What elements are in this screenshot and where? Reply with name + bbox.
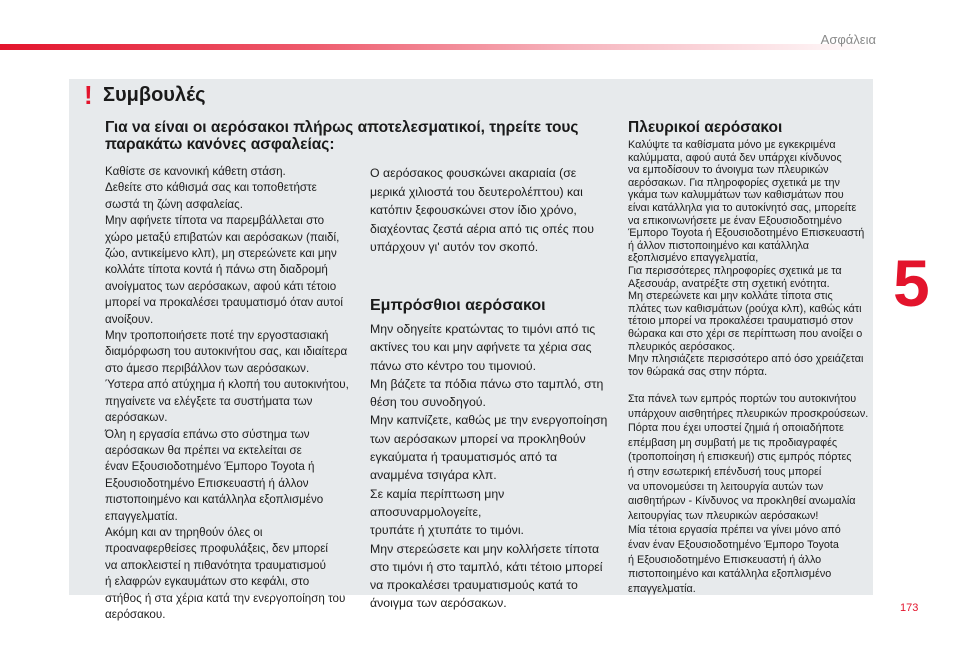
text-line: Μην οδηγείτε κρατώντας το τιμόνι από τις xyxy=(370,322,596,336)
text-line: πιστοποιημένο και κατάλληλα εξοπλισμένο xyxy=(628,568,832,581)
chapter-title: Ασφάλεια xyxy=(820,32,876,47)
text-line: εγκαύματα ή τραυματισμός από τα xyxy=(370,450,558,465)
text-line: Για περισσότερες πληροφορίες σχετικά με τα xyxy=(628,264,842,277)
text-line: υπάρχουν αισθητήρες πλευρικών προσκρούσεων. xyxy=(628,407,869,420)
text-line: να προκαλέσει τραυματισμούς κατά το xyxy=(370,578,578,593)
text-line: Μην καπνίζετε, καθώς με την ενεργοποίηση xyxy=(370,413,608,428)
side-sensors-text xyxy=(628,392,873,596)
text-line: Ύστερα από ατύχημα ή κλοπή του αυτοκινήτου, xyxy=(105,378,349,392)
text-line: Καλύψτε τα καθίσματα μόνο με εγκεκριμένα xyxy=(628,139,836,151)
text-line: Στα πάνελ των εμπρός πορτών του αυτοκινήτου xyxy=(628,393,857,405)
text-line: επέμβαση μη συμβατή με τις προδιαγραφές xyxy=(628,436,838,449)
text-line: Ο αερόσακος φουσκώνει ακαριαία (σε xyxy=(370,166,577,180)
text-line: να επικοινωνήσετε με έναν Εξουσιοδοτημένο xyxy=(628,214,842,227)
text-line: ακτίνες του και μην αφήνετε τα χέρια σας xyxy=(370,340,592,355)
text-line: Όλη η εργασία επάνω στο σύστημα των xyxy=(105,427,310,441)
text-line: ή άλλον πιστοποιημένο και κατάλληλα xyxy=(628,239,809,252)
text-line: κολλάτε τίποτα κοντά ή πάνω στη διαδρομή xyxy=(105,263,328,277)
text-line: πιστοποιημένο και κατάλληλα εξοπλισμένο xyxy=(105,493,324,507)
text-line: θέση του συνοδηγού. xyxy=(370,395,486,410)
text-line: Έμπορο Toyota ή Εξουσιοδοτημένο Επισκευαστή xyxy=(628,227,865,240)
page-number: 173 xyxy=(900,602,919,614)
text-line: ανοίγματος των αερόσακων, αφού κάτι τέτοιο xyxy=(105,279,337,293)
text-line: Μην στερεώσετε και μην κολλήσετε τίποτα xyxy=(370,541,600,556)
text-line: αναμμένα τσιγάρα κλπ. xyxy=(370,468,497,483)
text-line: προαναφερθείσες προφυλάξεις, δεν μπορεί xyxy=(105,542,328,556)
text-line: κατόπιν ξεφουσκώνει στον ίδιο χρόνο, xyxy=(370,203,577,218)
frontal-airbags-title: Εμπρόσθιοι αερόσακοι xyxy=(370,297,546,314)
text-line: αισθητήρων - Κίνδυνος να προκληθεί ανωμαλία xyxy=(628,495,856,508)
text-line: διαχέοντας ζεστά αέρια από τις οπές που xyxy=(370,221,594,236)
text-line: Μην τροποποιήσετε ποτέ την εργοστασιακή xyxy=(105,329,329,343)
text-line: έναν Εξουσιοδοτημένο Έμπορο Toyota ή xyxy=(105,460,315,474)
text-line: πλάτες των καθισμάτων (ρούχα κλπ), καθώς κάτι xyxy=(628,302,862,315)
frontal-airbags-text xyxy=(370,320,610,613)
text-line: των αερόσακων μπορεί να προκληθούν xyxy=(370,431,586,446)
text-line: να εμποδίσουν το άνοιγμα των πλευρικών xyxy=(628,164,829,177)
inflation-text xyxy=(370,164,605,257)
text-line: λειτουργίας των πλευρικών αερόσακων! xyxy=(628,509,819,522)
header-accent-bar xyxy=(0,44,880,50)
text-line: Ακόμη και αν τηρηθούν όλες οι xyxy=(105,525,263,539)
text-line: Μην αφήνετε τίποτα να παρεμβάλλεται στο xyxy=(105,214,325,228)
text-line: ζώο, αντικείμενο κλπ), μη στερεώνετε και μην xyxy=(105,247,337,261)
text-line: τρυπάτε ή χτυπάτε το τιμόνι. xyxy=(370,523,524,538)
text-line: είναι κατάλληλα για το αυτοκίνητό σας, μπορείτε xyxy=(628,201,857,214)
text-line: εξοπλισμένο επαγγελματία, xyxy=(628,252,759,265)
text-line: Σε καμία περίπτωση μην αποσυναρμολογείτε, xyxy=(370,486,505,519)
text-line: έναν έναν Εξουσιοδοτημένο Έμπορο Toyota xyxy=(628,538,839,551)
text-line: καλύμματα, αφού αυτά δεν υπάρχει κίνδυνος xyxy=(628,151,842,164)
text-line: Αξεσουάρ, ανατρέξτε στη σχετική ενότητα. xyxy=(628,277,830,290)
general-advice-text xyxy=(105,164,360,623)
text-line: ή Εξουσιοδοτημένο Επισκευαστή ή άλλο xyxy=(628,553,822,566)
text-line: επαγγελματία. xyxy=(628,582,696,595)
text-line: στήθος ή στα χέρια κατά την ενεργοποίηση του xyxy=(105,591,346,605)
chapter-number: 5 xyxy=(893,246,930,320)
text-line: σωστά τη ζώνη ασφαλείας. xyxy=(105,197,243,211)
text-line: Πόρτα που έχει υποστεί ζημιά ή οποιαδήποτε xyxy=(628,422,844,435)
text-line: Εξουσιοδοτημένο Επισκευαστή ή άλλον xyxy=(105,476,309,490)
text-line: πηγαίνετε να ελέγξετε τα συστήματα των xyxy=(105,394,313,408)
text-line: θώρακα και στο χέρι σε περίπτωση που ανοίξει ο xyxy=(628,327,863,340)
main-heading xyxy=(105,119,605,153)
text-line: αερόσακων θα πρέπει να εκτελείται σε xyxy=(105,443,302,457)
text-line: Μη βάζετε τα πόδια πάνω στο ταμπλό, στη xyxy=(370,376,604,391)
text-line: μερικά χιλιοστά του δευτερολέπτου) και xyxy=(370,184,583,199)
warning-exclamation-icon: ! xyxy=(84,80,93,110)
section-title: Συμβουλές xyxy=(103,84,206,106)
text-line: μπορεί να προκαλέσει τραυματισμό όταν αυτοί xyxy=(105,296,343,310)
text-line: γκάμα των καλυμμάτων των καθισμάτων που xyxy=(628,189,844,202)
text-line: αερόσακου. xyxy=(105,607,166,621)
text-line: πάνω στο κέντρο του τιμονιού. xyxy=(370,358,537,373)
side-airbags-title: Πλευρικοί αερόσακοι xyxy=(628,119,783,136)
text-line: (τροποποίηση ή επισκευή) στις εμπρός πόρτες xyxy=(628,451,852,464)
text-line: Μία τέτοια εργασία πρέπει να γίνει μόνο από xyxy=(628,524,841,537)
text-line: αερόσακων. xyxy=(105,411,168,425)
text-line: Μην πλησιάζετε περισσότερο από όσο χρειάζεται xyxy=(628,353,864,366)
text-line: επαγγελματία. xyxy=(105,509,178,523)
main-heading-line-2: παρακάτω κανόνες ασφαλείας: xyxy=(105,136,335,153)
text-line: πλευρικός αερόσακος. xyxy=(628,340,736,353)
text-line: να υπονομεύσει τη λειτουργία αυτών των xyxy=(628,480,824,493)
text-line: χώρο μεταξύ επιβατών και αερόσακων (παιδί, xyxy=(105,230,340,244)
text-line: ανοίξουν. xyxy=(105,312,154,326)
main-heading-line-1: Για να είναι οι αερόσακοι πλήρως αποτελεσματικοί, τηρείτε τους xyxy=(105,119,579,136)
text-line: τέτοιο μπορεί να προκαλέσει τραυματισμό στον xyxy=(628,315,854,328)
text-line: Μη στερεώνετε και μην κολλάτε τίποτα στις xyxy=(628,290,833,303)
text-line: Δεθείτε στο κάθισμά σας και τοποθετήστε xyxy=(105,181,317,195)
text-line: στο άμεσο περιβάλλον των αερόσακων. xyxy=(105,361,310,375)
text-line: Καθίστε σε κανονική κάθετη στάση. xyxy=(105,165,286,178)
text-line: διαμόρφωση του αυτοκινήτου σας, και ιδιαίτερα xyxy=(105,345,348,359)
text-line: άνοιγμα των αερόσακων. xyxy=(370,596,507,611)
side-airbags-text xyxy=(628,139,873,378)
text-line: στο τιμόνι ή στο ταμπλό, κάτι τέτοιο μπορεί xyxy=(370,559,603,574)
text-line: τον θώρακά σας στην πόρτα. xyxy=(628,365,768,378)
text-line: αερόσακων. Για πληροφορίες σχετικά με την xyxy=(628,176,840,189)
text-line: ή στην εσωτερική επένδυσή τους μπορεί xyxy=(628,465,822,478)
text-line: ή ελαφρών εγκαυμάτων στο κεφάλι, στο xyxy=(105,575,310,589)
text-line: να αποκλειστεί η πιθανότητα τραυματισμού xyxy=(105,558,326,572)
text-line: υπάρχουν γι' αυτόν τον σκοπό. xyxy=(370,240,539,255)
